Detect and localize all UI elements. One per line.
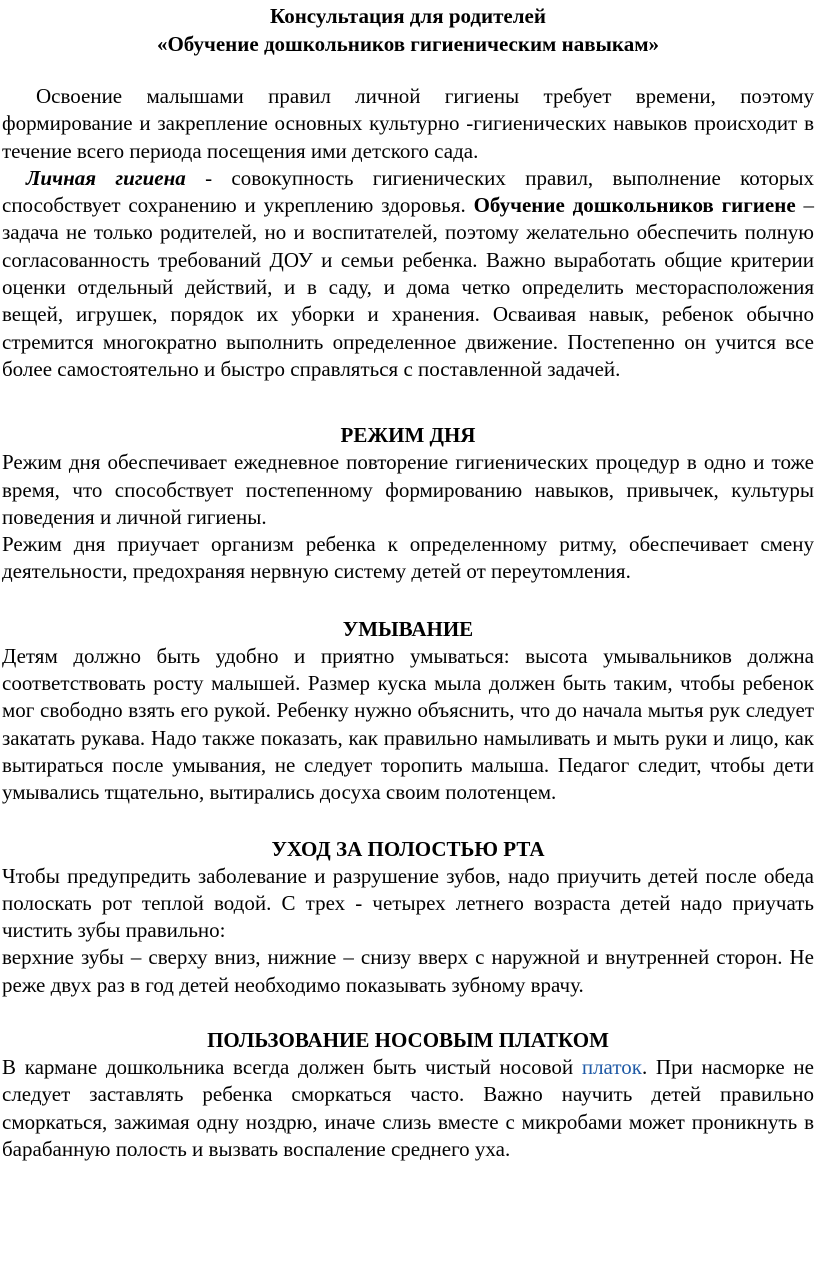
oral-care-paragraph-1: Чтобы предупредить заболевание и разрушение зубов, надо приучить детей после обеда полоскать рот теплой водой. С трех - четырех летнего возраста детей надо приучать чистить зубы правильно: [2,863,814,943]
handkerchief-text-start: В кармане дошкольника всегда должен быть чистый носовой [2,1055,582,1080]
washing-paragraph: Детям должно быть удобно и приятно умываться: высота умывальников должна соответствовать росту малышей. Размер куска мыла должен быть таким, чтобы ребенок мог свободно взять его рукой. Ребенку нужно объяснить, что до начала мытья рук следует закатать рукава. Надо также показать, как правильно намыливать и мыть руки и лицо, как вытираться после умывания, не следует торопить малыша. Педагог следит, чтобы дети умывались тщательно, вытирались досуха своим полотенцем. [2,643,814,805]
hygiene-training-term: Обучение дошкольников гигиене [473,193,796,218]
section-heading-washing: УМЫВАНИЕ [342,616,474,641]
section-heading-regime: РЕЖИМ ДНЯ [340,423,476,448]
intro-paragraph: Освоение малышами правил личной гигиены требует времени, поэтому формирование и закрепление основных культурно -гигиенических навыков происходит в течение всего периода посещения ими детского сада. [2,84,814,163]
regime-paragraph-1: Режим дня обеспечивает ежедневное повторение гигиенических процедур в одно и тоже время, что способствует постепенному формированию навыков, привычек, культуры поведения и личной гигиены. [2,450,814,529]
handkerchief-text-end: . При насморке не следует заставлять ребенка сморкаться часто. Важно научить детей правильно сморкаться, зажимая одну ноздрю, иначе слизь вместе с микробами может проникнуть в барабанную полость и вызвать воспаление среднего уха. [2,1055,814,1161]
personal-hygiene-paragraph [2,165,814,383]
personal-hygiene-definition: - совокупность гигиенических правил, выполнение которых способствует сохранению и укреплению здоровья. [2,165,814,218]
document-title-line1: Консультация для родителей [270,4,546,28]
regime-paragraph-2: Режим дня приучает организм ребенка к определенному ритму, обеспечивает смену деятельности, предохраняя нервную систему детей от переутомления. [2,532,814,584]
section-heading-oral-care: УХОД ЗА ПОЛОСТЬЮ РТА [271,836,545,861]
handkerchief-link[interactable]: платок [581,1055,642,1080]
oral-care-paragraph-2: верхние зубы – сверху вниз, нижние – снизу вверх с наружной и внутренней сторон. Не реже двух раз в год детей необходимо показывать зубному врачу. [2,945,814,997]
section-heading-handkerchief: ПОЛЬЗОВАНИЕ НОСОВЫМ ПЛАТКОМ [207,1028,609,1053]
hygiene-training-text: – задача не только родителей, но и воспитателей, поэтому желательно обеспечить полную согласованность требований ДОУ и семьи ребенка. Важно выработать общие критерии оценки отдельный действий, и в саду, и дома четко определить месторасположения вещей, игрушек, порядок их уборки и хранения. Осваивая навык, ребенок обычно стремится многократно выполнить определенное движение. Постепенно он учится все более самостоятельно и быстро справляться с поставленной задачей. [2,193,814,381]
handkerchief-paragraph [2,1054,814,1163]
document-title-line2: «Обучение дошкольников гигиеническим навыкам» [156,32,660,56]
personal-hygiene-term: Личная гигиена [26,165,186,190]
